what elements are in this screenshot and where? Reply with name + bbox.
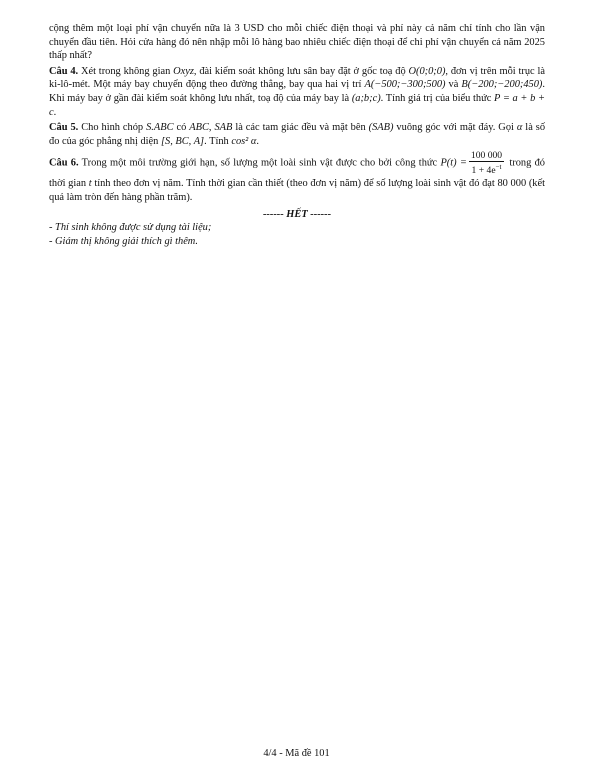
q4-text-2: , đài kiểm soát không lưu sân bay đặt ở gốc toạ độ bbox=[193, 65, 409, 77]
q4-coordinate-system: Oxyz bbox=[173, 65, 194, 77]
question-5-label: Câu 5. bbox=[49, 122, 79, 134]
q5-base: ABC bbox=[189, 122, 209, 134]
q6-denominator bbox=[469, 162, 504, 176]
q6-text-2: trong đó thời gian bbox=[49, 157, 546, 189]
q5-pyramid: S.ABC bbox=[146, 122, 174, 134]
q5-face: SAB bbox=[214, 122, 233, 134]
q4-point-b: B(−200;−200;450) bbox=[461, 79, 543, 91]
q6-text-1: Trong một môi trường giới hạn, số lượng một loài sinh vật được cho bởi công thức bbox=[78, 157, 441, 169]
q5-text-3: , bbox=[208, 122, 215, 134]
q6-variable-t: t bbox=[88, 177, 92, 189]
q5-dihedral: [S, BC, A] bbox=[160, 135, 205, 147]
page-footer: 4/4 - Mã đề 101 bbox=[263, 748, 330, 759]
q4-point-a: A(−500;−300;500) bbox=[364, 79, 446, 91]
q4-text-4: và bbox=[445, 79, 462, 91]
q4-expression: P = a + b + c bbox=[49, 92, 545, 118]
end-mark: ------ HẾT ------ bbox=[262, 208, 332, 220]
q4-origin: O(0;0;0) bbox=[408, 65, 446, 77]
q4-text-6: . Tính giá trị của biểu thức bbox=[380, 92, 495, 104]
q6-target: 80 000 bbox=[497, 177, 527, 189]
question-6-label: Câu 6. bbox=[49, 157, 79, 169]
note-1: - Thí sinh không được sử dụng tài liệu; bbox=[49, 222, 212, 234]
q6-text-3: tính theo đơn vị năm. Tính thời gian cần thiết (theo đơn vị năm) để số lượng loài sinh vật đó đạt bbox=[91, 177, 498, 189]
q4-coordinates: (a;b;c) bbox=[351, 92, 381, 104]
question-4-label: Câu 4. bbox=[49, 65, 79, 77]
q6-fraction bbox=[469, 150, 504, 176]
q5-text-2: có bbox=[173, 122, 190, 134]
q6-function: P(t) = bbox=[440, 157, 467, 169]
q4-text-3: , đơn vị trên mỗi trục là ki-lô-mét. Một máy bay chuyển động theo đường thẳng, bay qua hai vị trí bbox=[49, 65, 546, 91]
q5-text-6: là số đo của góc phẳng nhị diện bbox=[49, 122, 546, 147]
question-5 bbox=[49, 121, 545, 148]
question-6 bbox=[49, 150, 545, 204]
q5-text-8: . bbox=[256, 135, 259, 147]
intro-paragraph: cộng thêm một loại phí vận chuyển nữa là 3 USD cho mỗi chiếc điện thoại và phí này cả năm chỉ tính cho lần vận chuyển đầu tiên. Hỏi cửa hàng đó nên nhập mỗi lô hàng bao nhiêu chiếc điện thoại để chi phí vận chuyển cả năm 2025 thấp nhất? bbox=[49, 23, 545, 62]
q4-text-1: Xét trong không gian bbox=[78, 65, 174, 77]
q6-exponent: −t bbox=[495, 163, 502, 172]
note-2: - Giám thị không giải thích gì thêm. bbox=[49, 235, 198, 247]
q6-denominator-base: 1 + 4e bbox=[471, 165, 496, 177]
q5-text-5: vuông góc với mặt đáy. Gọi bbox=[393, 122, 517, 134]
exam-page bbox=[49, 22, 545, 248]
q5-alpha: α bbox=[516, 122, 523, 134]
q5-text-7: . Tính bbox=[204, 135, 232, 147]
q4-text-7: . bbox=[53, 106, 57, 118]
q5-cos: cos² α bbox=[231, 135, 257, 147]
q5-face-2: (SAB) bbox=[368, 122, 394, 134]
question-4 bbox=[49, 65, 545, 119]
q6-numerator: 100 000 bbox=[470, 150, 503, 162]
q4-text-5: . Khi máy bay ở gần đài kiểm soát không lưu nhất, toạ độ của máy bay là bbox=[49, 79, 545, 104]
q6-text-4: (kết quả làm tròn đến hàng phần trăm). bbox=[49, 177, 545, 203]
q5-text-1: Cho hình chóp bbox=[78, 122, 147, 134]
q5-text-4: là các tam giác đều và mặt bên bbox=[232, 122, 369, 134]
